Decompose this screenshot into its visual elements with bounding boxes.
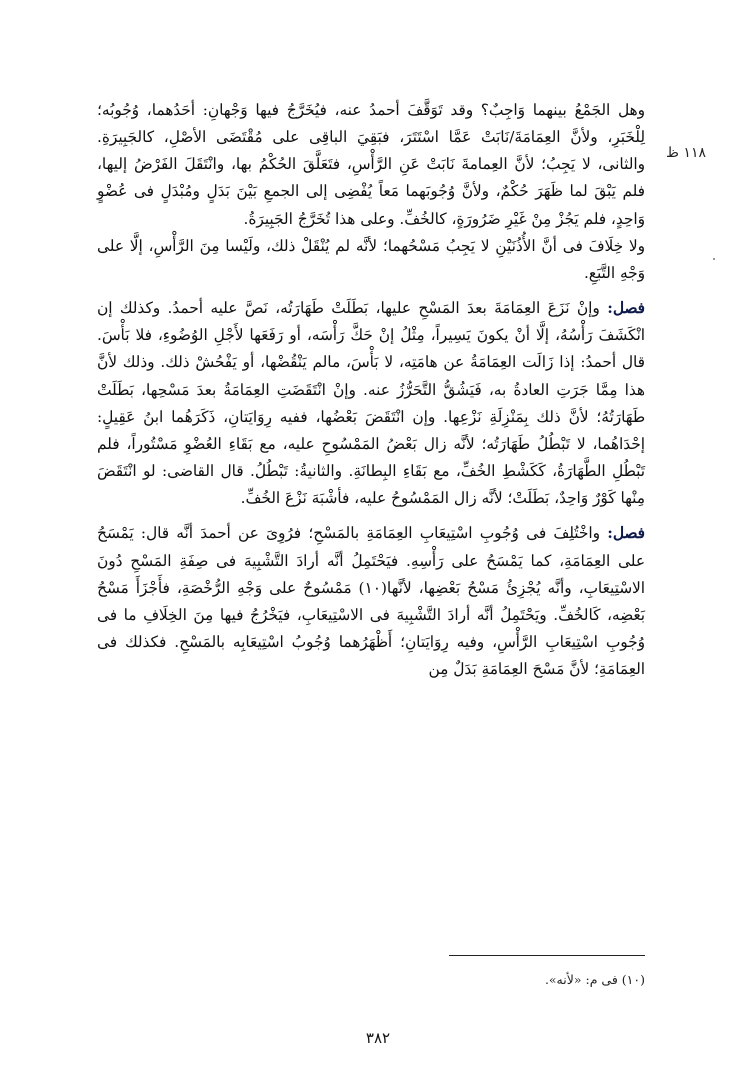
paragraph-4-text: واخْتُلِفَ فى وُجُوبِ اسْتِيعَابِ العِمَامَةِ بالمَسْحِ؛ فرُوِىَ عن أحمدَ أنَّه قال: يَمْسَحُ على العِمَامَةِ، كما يَمْسَحُ على رَأْسِهِ. فيَحْتَمِلُ أنَّه أرادَ التَّشْبِيهَ فى صِفَةِ المَسْحِ دُونَ الاسْتِيعَابِ، وأنَّه يُجْزِئُ مَسْحُ بَعْضِها، لأنَّها(١٠) مَمْسُوحٌ على وَجْهِ الرُّخْصَةِ، فأَجْزَأَ مَسْحُ بَعْضِه، كَالخُفِّ. ويَحْتَمِلُ أنَّه أرادَ التَّشْبِيهَ فى الاسْتِيعَابِ، فيَخْرُجُ فيها مِنَ الخِلَافِ ما فى وُجُوبِ اسْتِيعَابِ الرَّأْسِ، وفيه رِوَايَتانِ؛ أَظْهَرُهما وُجُوبُ اسْتِيعَابِه بالمَسْحِ. فكذلك فى العِمَامَةِ؛ لأنَّ مَسْحَ العِمَامَةِ بَدَلٌ مِن xyxy=(97,524,645,679)
paragraph-1-text: وهل الجَمْعُ بينهما وَاجِبٌ؟ وقد تَوَقَّفَ أحمدُ عنه، فيُخَرَّجُ فيها وَجْهانِ: أحَدُهما، وُجُوبُه؛ لِلْخَبَرِ، ولأنَّ العِمَامَةَ/نَابَتْ عَمَّا اسْتَتَرَ، فبَقِيَ الباقِى على مُقْتَضَى الأصْلِ، كالجَبِيرَةِ. والثانى، لا يَجِبُ؛ لأنَّ العِمامةَ نَابَتْ عَنِ الرَّأْسِ، فتَعَلَّقَ الحُكْمُ بها، وانْتَقَلَ الفَرْضُ إليها، فلم يَبْقَ لما ظَهَرَ حُكْمٌ، ولأنَّ وُجُوبَهما مَعاً يُفْضِى إلى الجمعِ بَيْنَ بَدَلٍ ومُبْدَلٍ فى عُضْوٍ وَاحِدٍ، فلم يَجُزْ مِنْ غَيْرِ ضَرُورَةٍ، كالخُفِّ. وعلى هذا تُخَرَّجُ الجَبِيرَةُ. xyxy=(97,101,645,228)
paragraph-3 xyxy=(97,295,645,512)
paragraph-4 xyxy=(97,520,645,683)
main-text xyxy=(97,97,645,683)
footnote: (١٠) فى م: «لأنه». xyxy=(544,972,645,987)
footnote-separator xyxy=(449,955,645,956)
paragraph-2 xyxy=(97,233,645,287)
margin-folio-note: ١١٨ ظ xyxy=(666,145,706,161)
margin-speck xyxy=(713,258,715,260)
page-number: ٣٨٢ xyxy=(365,1029,391,1047)
paragraph-1 xyxy=(97,97,645,233)
section-heading-fasl: فصل: xyxy=(607,299,645,318)
paragraph-3-text: وإنْ نَزَعَ العِمَامَةَ بعدَ المَسْحِ عليها، بَطَلَتْ طَهَارَتُه، نَصَّ عليه أحمدُ. وكذلك إن انْكَشَفَ رَأْسُهُ، إلَّا أنْ يكونَ يَسِيراً، مِثْلُ إنْ حَكَّ رَأْسَه، أو رَفَعَها لأَجْلِ الوُضُوءِ، فلا بَأْسَ. قال أحمدُ: إذا زَالَت العِمَامَةُ عن هامَتِه، لا بَأْسَ، مالم يَنْقُضْها، أو يَفْحُشْ ذلك. وذلك لأنَّ هذا مِمَّا جَرَتِ العادةُ به، فَيَشُقُّ التَّحَرُّزُ عنه. وإنْ انْتَقَضَتِ العِمَامَةُ بعدَ مَسْحِها، بَطَلَتْ طَهَارَتُهُ؛ لأنَّ ذلك بِمَنْزِلَةِ نَزْعِها. وإن انْتَقَضَ بَعْضُها، ففيه رِوَايَتانِ، ذَكَرَهُما ابنُ عَقِيلٍ: إحْدَاهُما، لا تَبْطُلُ طَهَارَتُه؛ لأنَّه زال بَعْضُ المَمْسُوحِ عليه، مع بَقَاءِ العُضْوِ مَسْتُوراً، فلم تَبْطُلِ الطَّهَارَةُ، كَكَشْطِ الخُفِّ، مع بَقَاءِ البِطانَةِ. والثانيةُ: تَبْطُلُ. قال القاضى: لو انْتَقَضَ مِنْها كَوْرٌ وَاحِدٌ، بَطَلَتْ؛ لأنَّه زال المَمْسُوحُ عليه، فأشْبَهَ نَزْعَ الخُفِّ. xyxy=(97,299,645,508)
paragraph-2-text: ولا خِلَافَ فى أنَّ الأُذُنَيْنِ لا يَجِبُ مَسْحُهما؛ لأنَّه لم يُنْقَلْ ذلك، ولَيْسا مِنَ الرَّأْسِ، إلَّا على وَجْهِ التَّبَعِ. xyxy=(97,236,645,282)
section-heading-fasl: فصل: xyxy=(607,524,645,543)
